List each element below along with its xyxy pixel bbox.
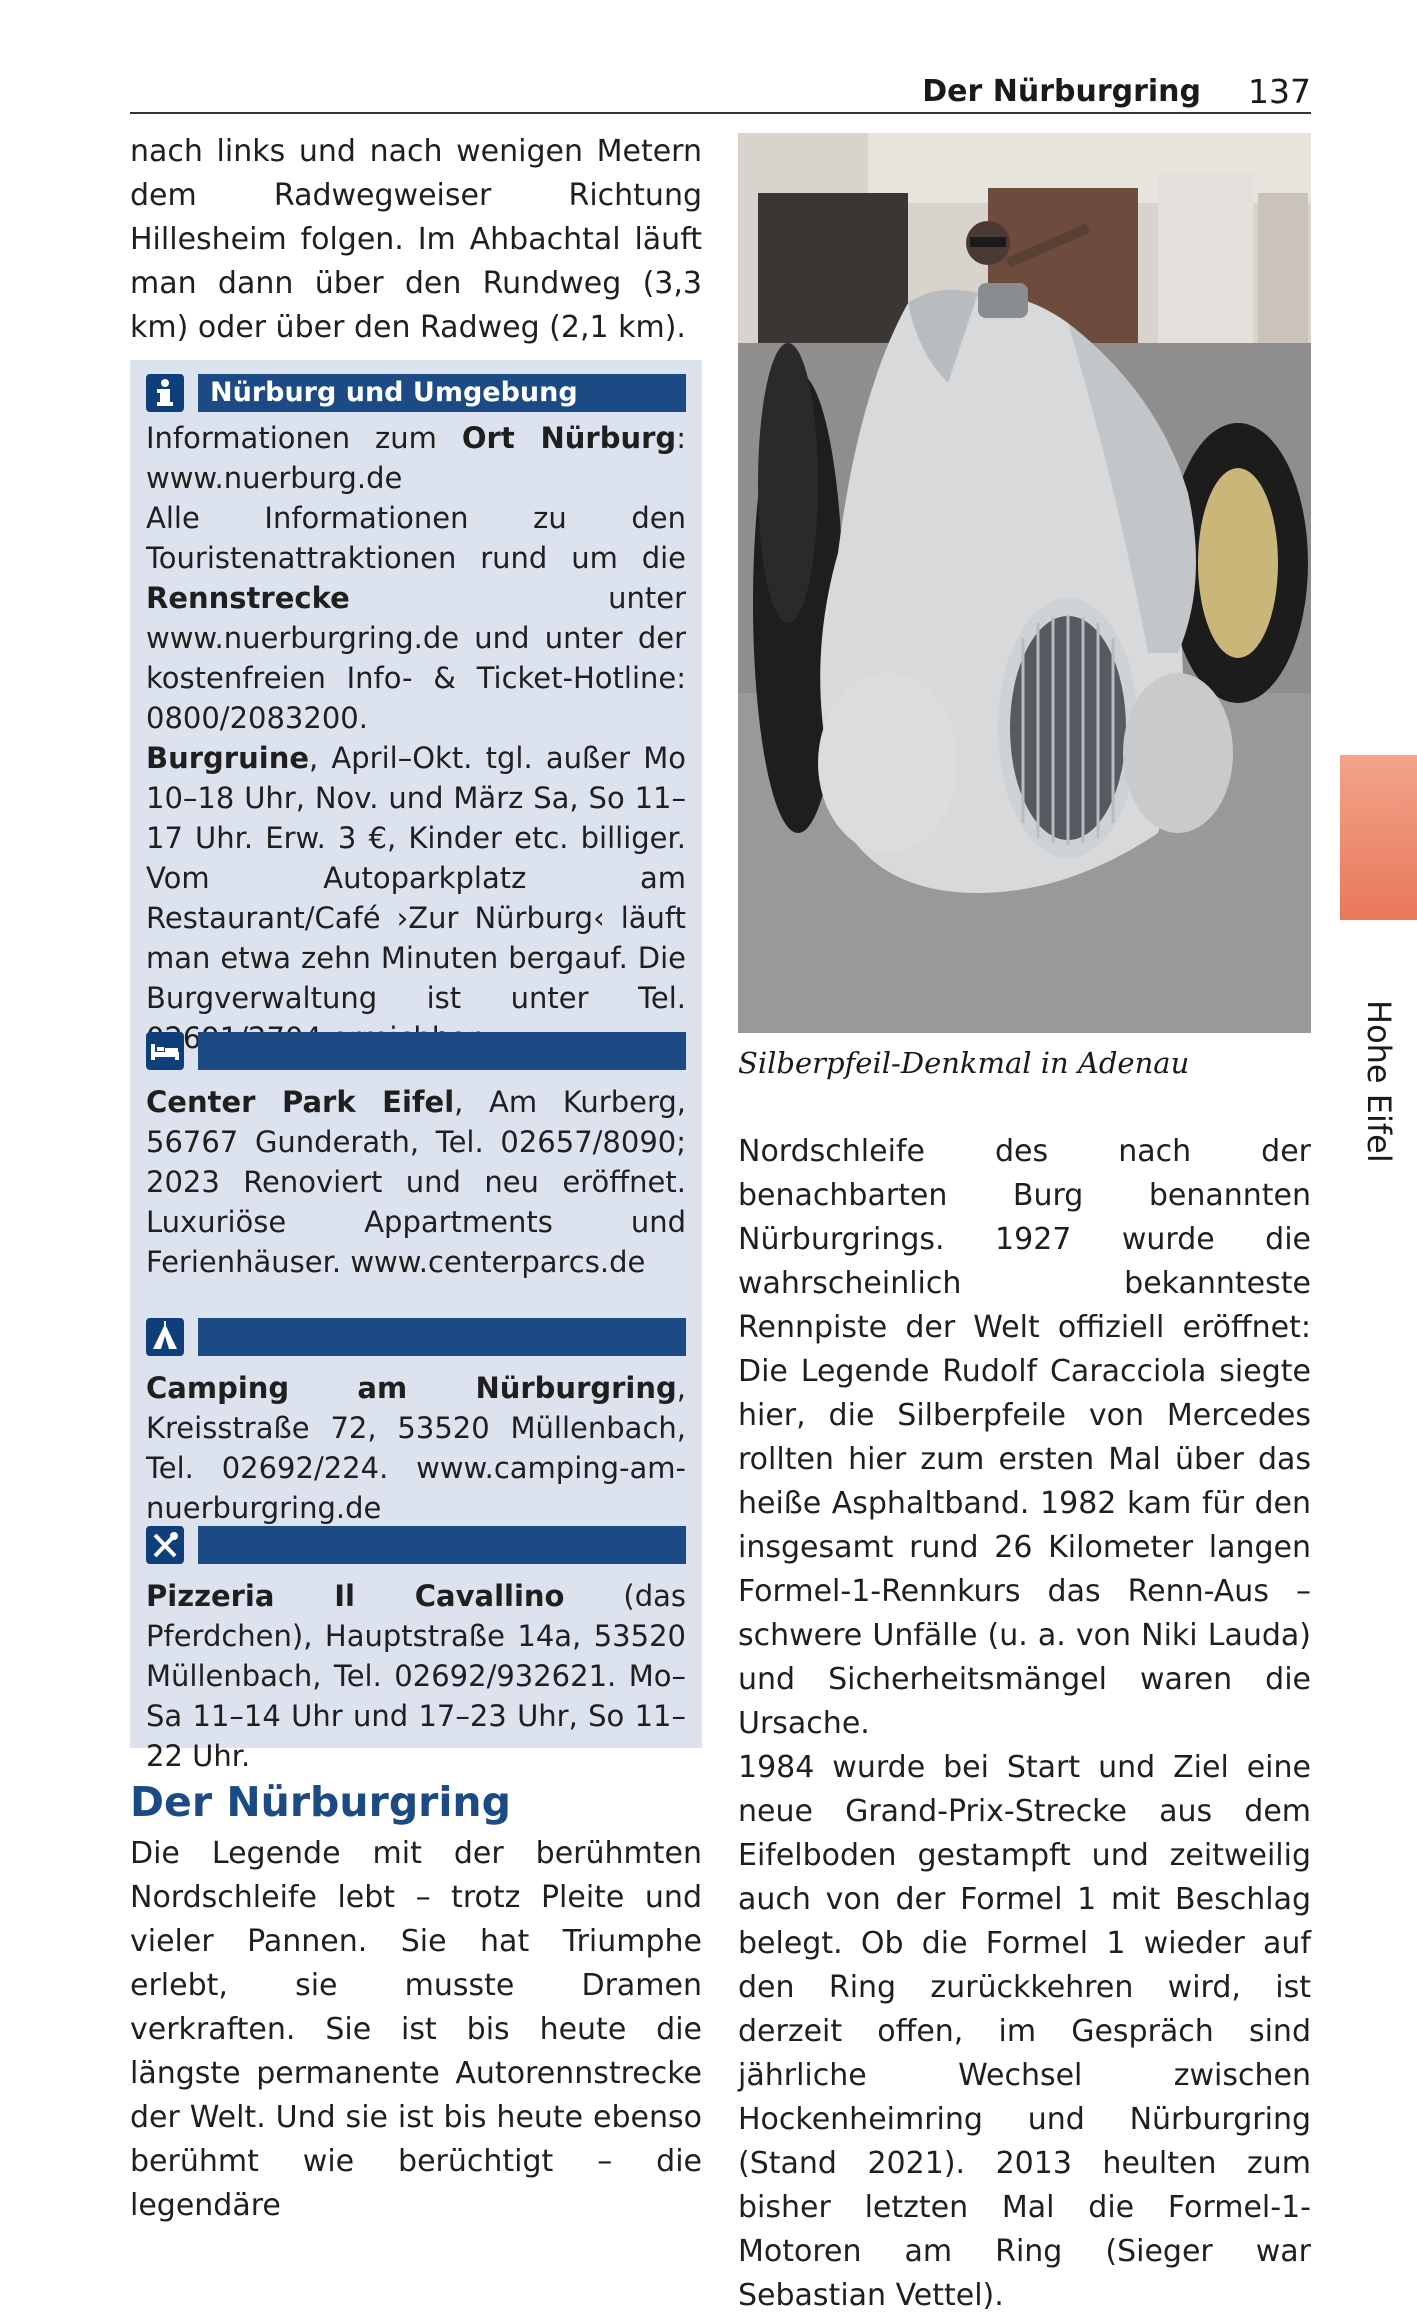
section-right-paragraph-1: Nordschleife des nach der benachbarten Burg benannten Nürburgrings. 1927 wurde die wahrscheinlich bekannteste Rennpiste der Welt offiziell eröffnet: Die Legende Rudolf Caracciola siegte hier, die Silberpfeile von Mercedes rollten hier zum ersten Mal über das heiße Asphaltband. 1982 kam für den insgesamt rund 26 Kilometer langen Formel-1-Rennkurs das Renn-Aus – schwere Unfälle (u. a. von Niki Lauda) und Sicherheitsmängel waren die Ursache. — [738, 1134, 1311, 1741]
running-header — [130, 62, 1311, 114]
photo-caption: Silberpfeil-Denkmal in Adenau — [738, 1046, 1190, 1080]
race-car-illustration — [738, 133, 1311, 1033]
info-section — [146, 374, 686, 1058]
section-left-paragraph: Die Legende mit der berühmten Nordschleife lebt – trotz Pleite und vieler Pannen. Sie hat Triumphe erlebt, sie musste Dramen verkraften. Sie ist bis heute die längste permanente Autorennstrecke der Welt. Und sie ist bis heute ebenso berühmt wie berüchtigt – die legendäre — [130, 1836, 702, 2223]
tent-icon — [146, 1318, 184, 1356]
hotel-section-bar — [198, 1032, 686, 1070]
info-section-text: Informationen zum Ort Nürburg: www.nuerburg.de Alle Informationen zu den Touristenattraktionen rund um die Rennstrecke unter www.nuerburgring.de und unter der kostenfreien Info- & Ticket-Hotline: 0800/2083200. Burgruine, April–Okt. tgl. außer Mo 10–18 Uhr, Nov. und März Sa, So 11–17 Uhr. Erw. 3 €, Kinder etc. billiger. Vom Autoparkplatz am Restaurant/Café ›Zur Nürburg‹ läuft man etwa zehn Minuten bergauf. Die Burgverwaltung ist unter Tel. — [146, 421, 686, 1015]
camping-section-text: Camping am Nürburgring, Kreisstraße 72, 53520 Müllenbach, Tel. 02692/224. www.camping-am-nuerburgring.de — [146, 1371, 686, 1525]
info-section-header — [146, 374, 686, 414]
restaurant-section-text: Pizzeria Il Cavallino (das Pferdchen), Hauptstraße 14a, 53520 Müllenbach, Tel. 02692/932621. Mo–Sa 11–14 Uhr und 17–23 Uhr, So 11–22 Uhr. — [146, 1579, 686, 1773]
region-side-label: Hohe Eifel — [1360, 1000, 1398, 1163]
intro-block — [130, 130, 702, 350]
info-icon — [146, 374, 184, 412]
cutlery-icon — [146, 1526, 184, 1564]
hotel-section-text: Center Park Eifel, Am Kurberg, 56767 Gunderath, Tel. 02657/8090; 2023 Renoviert und neu eröffnet. Luxuriöse Appartments und Ferienhäuser. www.centerparcs.de — [146, 1085, 686, 1279]
camping-section-bar — [198, 1318, 686, 1356]
info-box — [130, 360, 702, 1773]
section-heading: Der Nürburgring — [130, 1778, 511, 1826]
hotel-section — [146, 1032, 686, 1282]
restaurant-section — [146, 1526, 686, 1776]
intro-paragraph: nach links und nach wenigen Metern dem Radwegweiser Richtung Hillesheim folgen. Im Ahbachtal läuft man dann über den Rundweg (3,3 km) oder über den Radweg (2,1 km). — [130, 134, 702, 345]
section-left-text-block — [130, 1832, 702, 2228]
camping-section — [146, 1318, 686, 1528]
info-section-title: Nürburg und Umgebung — [198, 374, 686, 412]
hotel-section-header — [146, 1032, 686, 1072]
chapter-title: Der Nürburgring — [922, 74, 1201, 109]
camping-section-header — [146, 1318, 686, 1358]
section-right-paragraph-2: 1984 wurde bei Start und Ziel eine neue Grand-Prix-Strecke aus dem Eifelboden gestampft und zeitweilig auch von der Formel 1 mit Beschlag belegt. Ob die Formel 1 wieder auf den Ring zurückkehren wird, ist derzeit offen, im Gespräch sind jährliche Wechsel zwischen Hockenheimring und Nürburgring (Stand 2021). 2013 heulten zum bisher letzten Mal die Formel-1-Motoren am Ring (Sieger war Sebastian Vettel). — [738, 1750, 1311, 2313]
bed-icon — [146, 1032, 184, 1070]
page-number: 137 — [1248, 72, 1311, 111]
silberpfeil-photo — [738, 133, 1311, 1033]
restaurant-section-header — [146, 1526, 686, 1566]
section-right-text-block — [738, 1130, 1311, 2318]
region-side-tab — [1340, 755, 1417, 920]
restaurant-section-bar — [198, 1526, 686, 1564]
